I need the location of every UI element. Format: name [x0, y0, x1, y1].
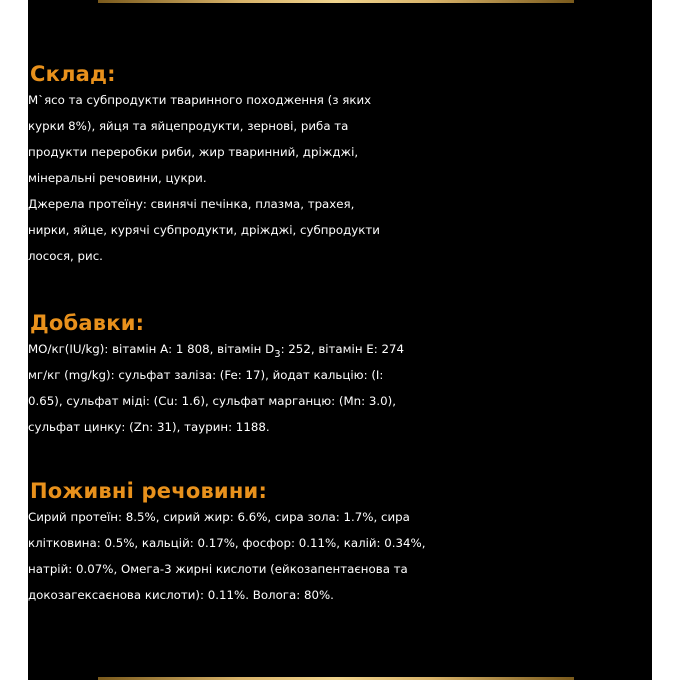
label-panel	[28, 0, 652, 680]
additives-line: 0.65), сульфат міді: (Cu: 1.6), сульфат марганцю: (Mn: 3.0),	[28, 394, 396, 408]
nutrients-line: натрій: 0.07%, Омега-3 жирні кислоти (ейкозапентаєнова та	[28, 562, 408, 576]
vitamins-text-end: : 252, вітамін Е: 274	[280, 342, 404, 356]
vitamin-d-subscript: 3	[274, 349, 281, 360]
protein-sources-line: лосося, рис.	[28, 249, 103, 263]
nutrients-line: докозагексаєнова кислоти): 0.11%. Волога: 80%.	[28, 588, 334, 602]
nutrients-heading: Поживні речовини:	[30, 479, 268, 503]
additives-line: сульфат цинку: (Zn: 31), таурин: 1188.	[28, 420, 270, 434]
top-gold-divider	[98, 0, 574, 3]
vitamins-text-start: МО/кг(IU/kg): вітамін А: 1 808, вітамін D	[28, 342, 275, 356]
additives-section	[28, 310, 652, 440]
protein-sources-line: Джерела протеїну: свинячі печінка, плазма, трахея,	[28, 197, 355, 211]
composition-heading: Склад:	[30, 62, 116, 86]
nutrients-section	[28, 478, 652, 608]
composition-line: продукти переробки риби, жир тваринний, дріжджі,	[28, 145, 359, 159]
nutrients-line: клітковина: 0.5%, кальцій: 0.17%, фосфор: 0.11%, калій: 0.34%,	[28, 536, 426, 550]
additives-vitamins-line	[28, 336, 652, 362]
composition-line: курки 8%), яйця та яйцепродукти, зернові, риба та	[28, 119, 349, 133]
protein-sources-line: нирки, яйце, курячі субпродукти, дріжджі, субпродукти	[28, 223, 380, 237]
composition-line: мінеральні речовини, цукри.	[28, 171, 207, 185]
composition-line: М`ясо та субпродукти тваринного походження (з яких	[28, 93, 372, 107]
nutrients-line: Сирий протеїн: 8.5%, сирий жир: 6.6%, сира зола: 1.7%, сира	[28, 510, 410, 524]
additives-line: мг/кг (mg/kg): сульфат заліза: (Fe: 17), йодат кальцію: (I:	[28, 368, 384, 382]
additives-heading: Добавки:	[30, 311, 145, 335]
composition-section	[28, 61, 652, 269]
